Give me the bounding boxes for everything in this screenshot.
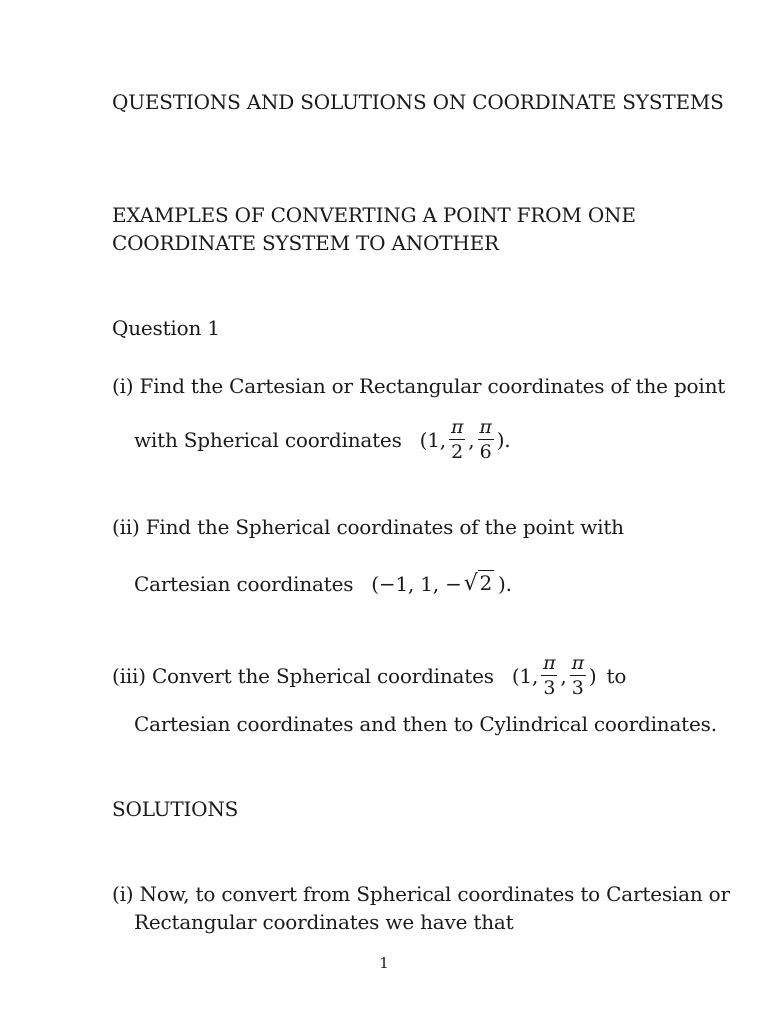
question-iii-close: ) xyxy=(588,663,597,688)
question-ii-line-2 xyxy=(134,569,512,598)
fraction-denominator: 6 xyxy=(479,441,492,463)
square-root xyxy=(464,569,494,598)
solution-i-line-2: Rectangular coordinates we have that xyxy=(134,910,514,934)
question-ii-math: (−1, 1, − xyxy=(371,571,462,596)
fraction-numerator: π xyxy=(571,652,584,674)
fraction-numerator: π xyxy=(479,416,492,438)
page-number: 1 xyxy=(379,954,389,972)
comma: , xyxy=(560,663,567,688)
question-i-open: (1, xyxy=(419,427,446,452)
fraction-numerator: π xyxy=(450,416,464,438)
question-ii-text: Cartesian coordinates xyxy=(134,571,354,596)
radical-sign-icon: √ xyxy=(463,571,478,596)
solution-i-line-1: (i) Now, to convert from Spherical coordinates to Cartesian or xyxy=(112,882,730,906)
question-iii-line-1 xyxy=(112,652,626,699)
question-ii-line-1: (ii) Find the Spherical coordinates of the point with xyxy=(112,515,624,539)
question-i-line-1: (i) Find the Cartesian or Rectangular coordinates of the point xyxy=(112,374,726,398)
question-iii-line-2: Cartesian coordinates and then to Cylindrical coordinates. xyxy=(134,712,717,736)
question-i-text: with Spherical coordinates xyxy=(134,427,402,452)
document-title: QUESTIONS AND SOLUTIONS ON COORDINATE SYSTEMS xyxy=(112,90,724,114)
fraction-pi-over-3-b xyxy=(570,652,586,699)
section-title-line-1: EXAMPLES OF CONVERTING A POINT FROM ONE xyxy=(112,203,636,227)
fraction-denominator: 3 xyxy=(571,677,584,699)
question-i-close: ). xyxy=(496,427,511,452)
fraction-denominator: 2 xyxy=(451,441,464,463)
question-heading: Question 1 xyxy=(112,316,220,340)
question-iii-open: (1, xyxy=(511,663,539,688)
fraction-numerator: π xyxy=(543,652,556,674)
fraction-denominator: 3 xyxy=(543,677,556,699)
question-ii-close: ). xyxy=(498,571,512,596)
fraction-pi-over-2 xyxy=(449,416,465,463)
question-i-line-2 xyxy=(134,416,510,463)
fraction-pi-over-6 xyxy=(477,416,493,463)
solutions-heading: SOLUTIONS xyxy=(112,797,239,821)
comma: , xyxy=(468,427,475,452)
fraction-pi-over-3-a xyxy=(541,652,557,699)
question-iii-to: to xyxy=(606,663,627,688)
section-title-line-2: COORDINATE SYSTEM TO ANOTHER xyxy=(112,231,499,255)
radicand: 2 xyxy=(479,571,493,595)
question-iii-text: (iii) Convert the Spherical coordinates xyxy=(112,663,494,688)
